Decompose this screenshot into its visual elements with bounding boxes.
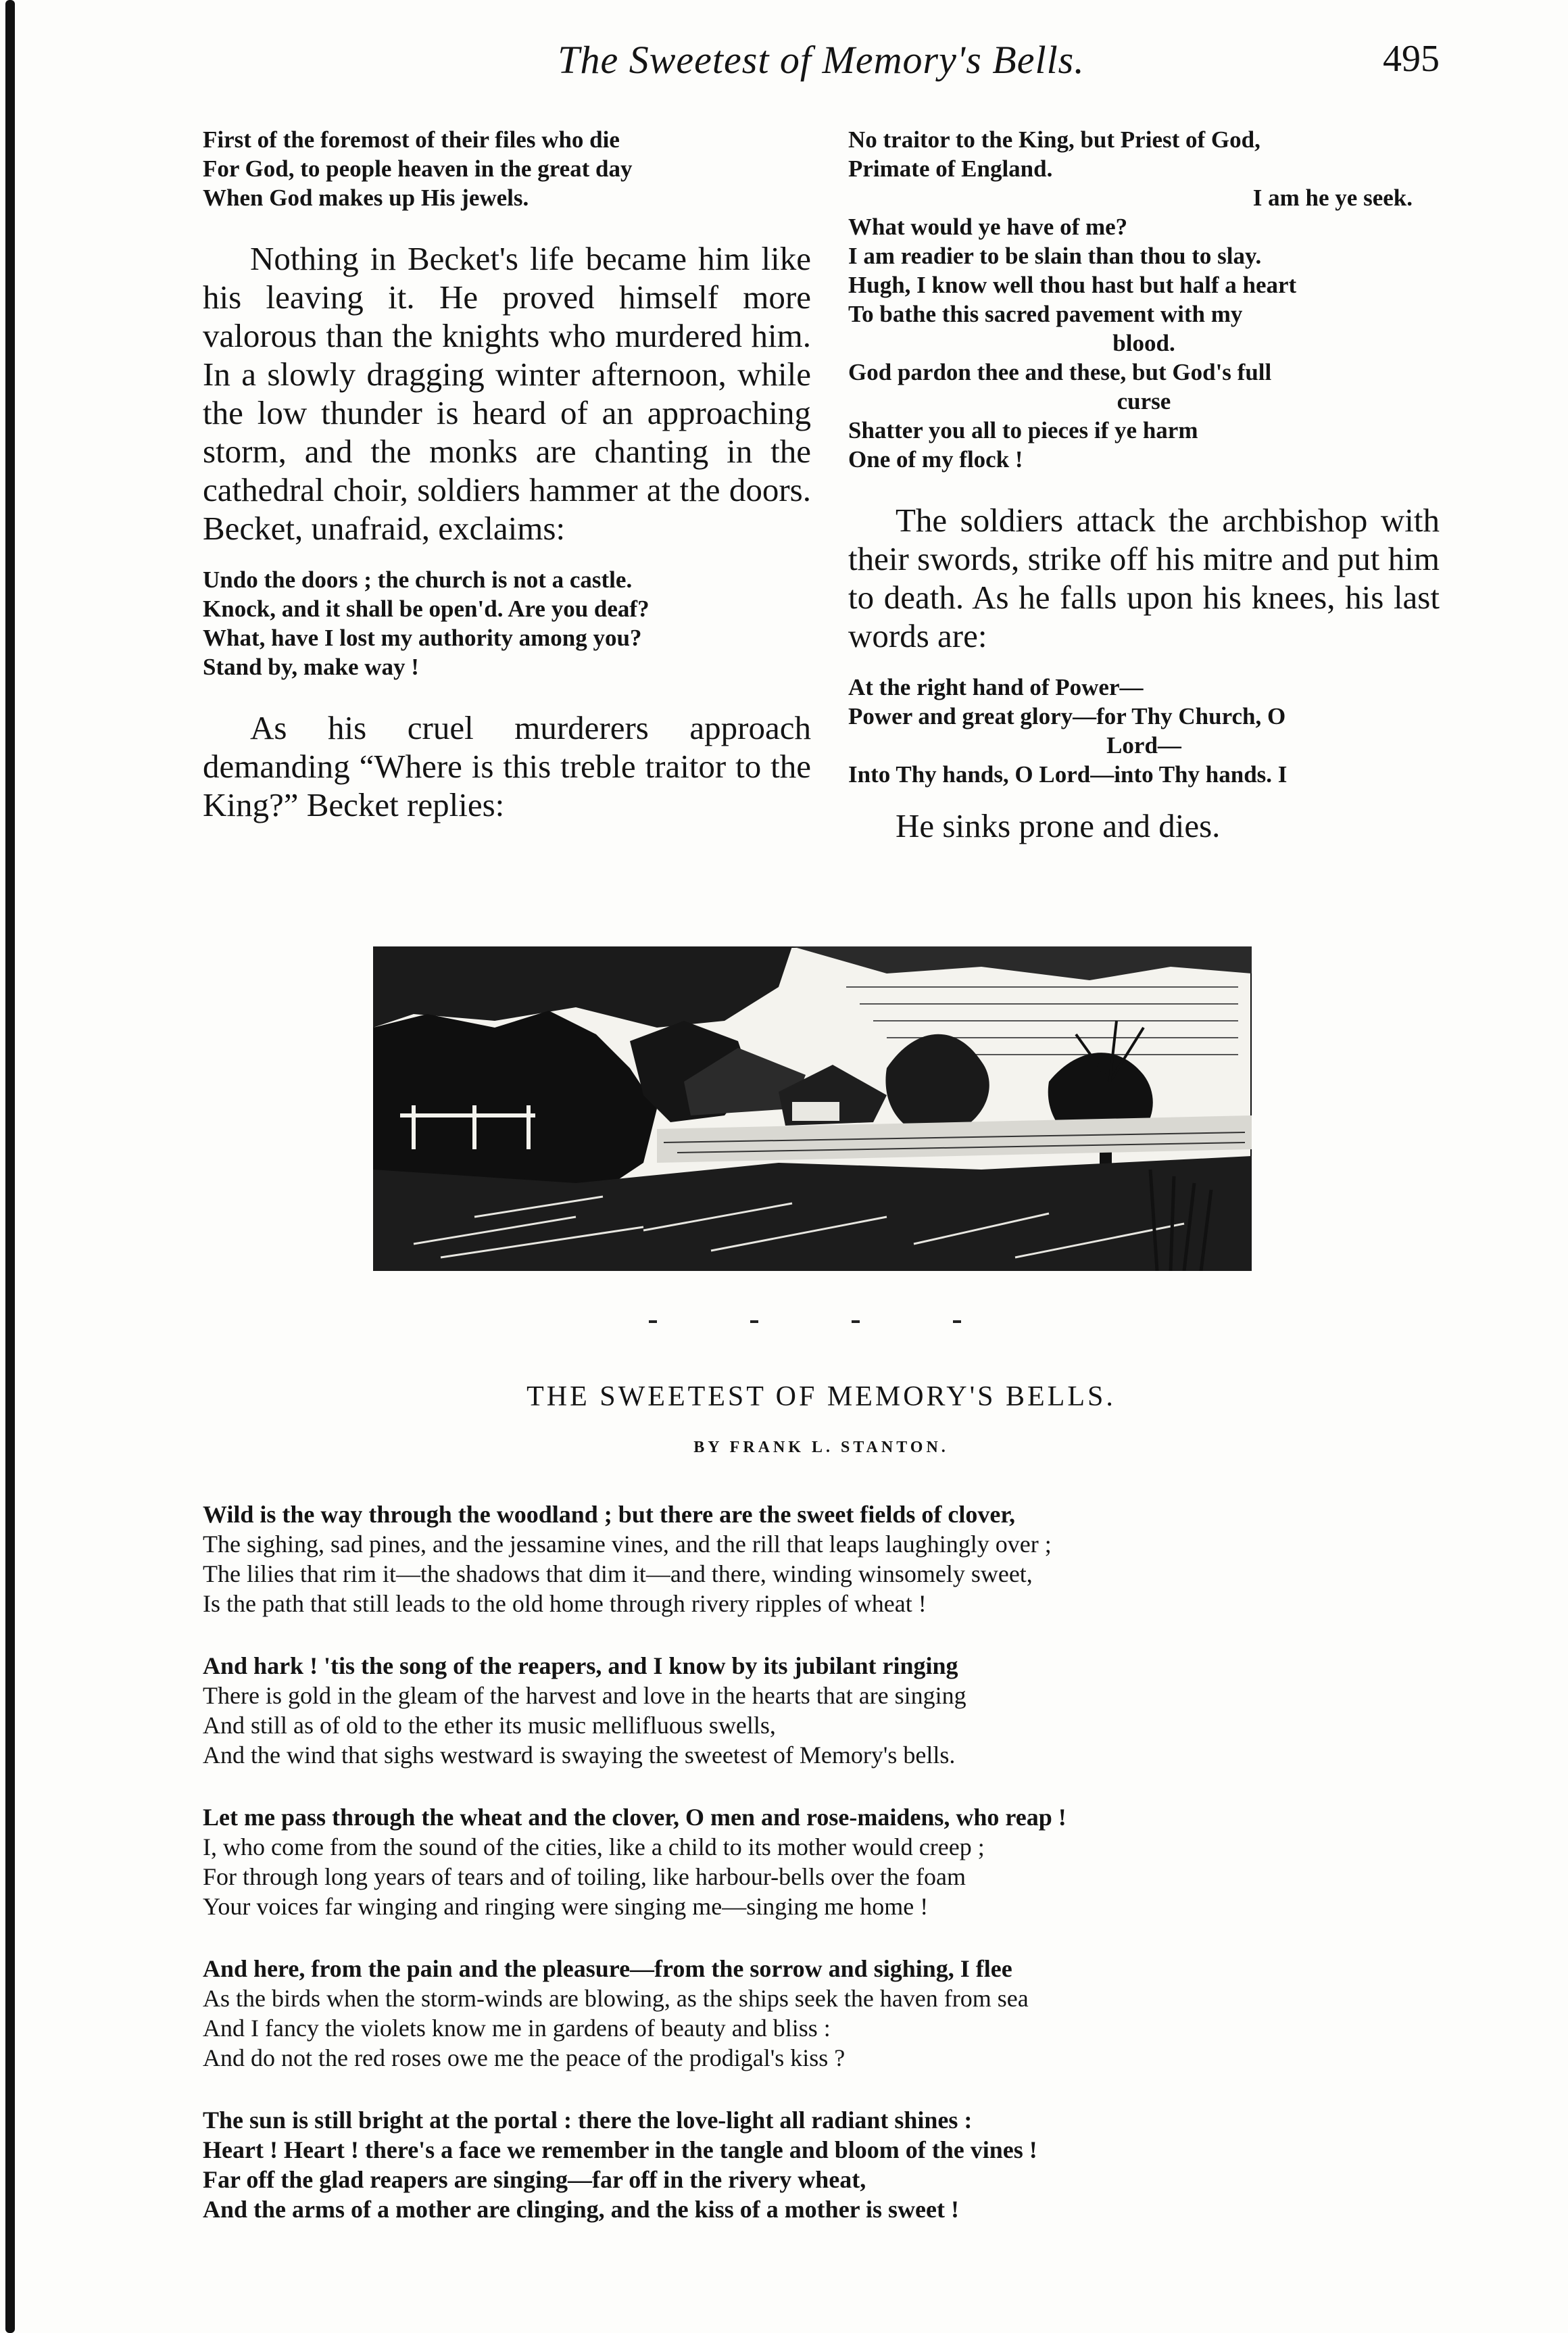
poem-line: Wild is the way through the woodland ; but there are the sweet fields of clover,: [203, 1501, 1015, 1528]
poem-body: [203, 1499, 1440, 2257]
poem-line: Heart ! Heart ! there's a face we remember in the tangle and bloom of the vines !: [203, 2136, 1037, 2163]
verse-line: I am readier to be slain than thou to slay.: [848, 243, 1262, 269]
verse-line: First of the foremost of their files who die: [203, 126, 620, 153]
verse-line: One of my flock !: [848, 446, 1023, 473]
verse-line: Knock, and it shall be open'd. Are you deaf?: [203, 596, 650, 622]
poem-line: For through long years of tears and of toiling, like harbour-bells over the foam: [203, 1863, 966, 1890]
poem-line: And do not the red roses owe me the peace of the prodigal's kiss ?: [203, 2044, 846, 2071]
poem-line: I, who come from the sound of the cities, like a child to its mother would creep ;: [203, 1833, 985, 1860]
stanza: [203, 2105, 1440, 2224]
verse-line: No traitor to the King, but Priest of God,: [848, 126, 1260, 153]
page-header: [203, 37, 1440, 98]
verse-line: I am he ye seek.: [1252, 185, 1413, 211]
right-column: [848, 125, 1440, 845]
poem-title: THE SWEETEST OF MEMORY'S BELLS.: [526, 1381, 1116, 1412]
poem-line: And the wind that sighs westward is swaying the sweetest of Memory's bells.: [203, 1741, 956, 1769]
prose-paragraph: Nothing in Becket's life became him like his leaving it. He proved himself more valorous than the knights who murdered him. In a slowly dragging winter afternoon, while the low thunder is heard of an approaching storm, and the monks are chanting in the cathedral choir, soldiers hammer at the doors. Becket, unafraid, exclaims:: [203, 240, 811, 547]
stanza: [203, 1651, 1440, 1770]
prose-paragraph: The soldiers attack the archbishop with their swords, strike off his mitre and put him to death. As he falls upon his knees, his last words are:: [848, 502, 1440, 654]
poem-line: The sighing, sad pines, and the jessamine vines, and the rill that leaps laughingly over ;: [203, 1531, 1052, 1558]
poem-line: And hark ! 'tis the song of the reapers, and I know by its jubilant ringing: [203, 1652, 958, 1679]
verse-line: Hugh, I know well thou hast but half a heart: [848, 272, 1297, 298]
stanza: [203, 1802, 1440, 1921]
poem-line: Let me pass through the wheat and the clover, O men and rose-maidens, who reap !: [203, 1804, 1067, 1831]
woodcut-landscape-illustration: [373, 946, 1252, 1271]
poem-line: And still as of old to the ether its music mellifluous swells,: [203, 1712, 776, 1739]
verse-line: What would ye have of me?: [848, 214, 1128, 240]
verse-line: At the right hand of Power—: [848, 674, 1144, 700]
poem-line: As the birds when the storm-winds are blowing, as the ships seek the haven from sea: [203, 1985, 1029, 2012]
page-number: 495: [1383, 38, 1440, 80]
poem-line: Far off the glad reapers are singing—far off in the rivery wheat,: [203, 2166, 866, 2193]
poem-line: Is the path that still leads to the old home through rivery ripples of wheat !: [203, 1590, 927, 1617]
verse-block: [848, 125, 1440, 474]
separator-dashes: [649, 1318, 987, 1325]
verse-line: God pardon thee and these, but God's full: [848, 359, 1272, 385]
binding-edge: [5, 0, 15, 2333]
verse-line: Power and great glory—for Thy Church, O: [848, 703, 1286, 729]
verse-line: Lord—: [1106, 732, 1181, 759]
verse-block: [848, 673, 1440, 789]
prose-paragraph: He sinks prone and dies.: [896, 807, 1221, 844]
poem-line: The lilies that rim it—the shadows that dim it—and there, winding winsomely sweet,: [203, 1560, 1033, 1587]
landscape-image: [373, 946, 1252, 1271]
verse-line: blood.: [1112, 330, 1175, 356]
verse-line: Stand by, make way !: [203, 654, 419, 680]
verse-line: Shatter you all to pieces if ye harm: [848, 417, 1198, 443]
verse-block: [203, 565, 811, 681]
running-title: The Sweetest of Memory's Bells.: [558, 38, 1085, 82]
verse-line: Into Thy hands, O Lord—into Thy hands. I: [848, 761, 1288, 788]
poem-line: And I fancy the violets know me in gardens of beauty and bliss :: [203, 2015, 831, 2042]
poem-line: There is gold in the gleam of the harvest and love in the hearts that are singing: [203, 1682, 966, 1709]
poem-line: And the arms of a mother are clinging, and the kiss of a mother is sweet !: [203, 2196, 959, 2223]
poem-line: Your voices far winging and ringing were singing me—singing me home !: [203, 1893, 929, 1920]
left-column: [203, 125, 811, 824]
verse-line: To bathe this sacred pavement with my: [848, 301, 1243, 327]
poem-line: And here, from the pain and the pleasure—from the sorrow and sighing, I flee: [203, 1955, 1012, 1982]
stanza: [203, 1499, 1440, 1618]
verse-line: When God makes up His jewels.: [203, 185, 529, 211]
stanza: [203, 1954, 1440, 2073]
verse-line: curse: [1117, 388, 1171, 414]
verse-line: What, have I lost my authority among you?: [203, 625, 642, 651]
verse-line: Primate of England.: [848, 155, 1053, 182]
verse-block: [203, 125, 811, 212]
verse-line: Undo the doors ; the church is not a castle.: [203, 567, 633, 593]
poem-line: The sun is still bright at the portal : there the love-light all radiant shines :: [203, 2107, 973, 2134]
verse-line: For God, to people heaven in the great day: [203, 155, 633, 182]
prose-paragraph: As his cruel murderers approach demanding “Where is this treble traitor to the King?” Becket replies:: [203, 709, 811, 823]
poem-byline: BY FRANK L. STANTON.: [693, 1439, 949, 1456]
